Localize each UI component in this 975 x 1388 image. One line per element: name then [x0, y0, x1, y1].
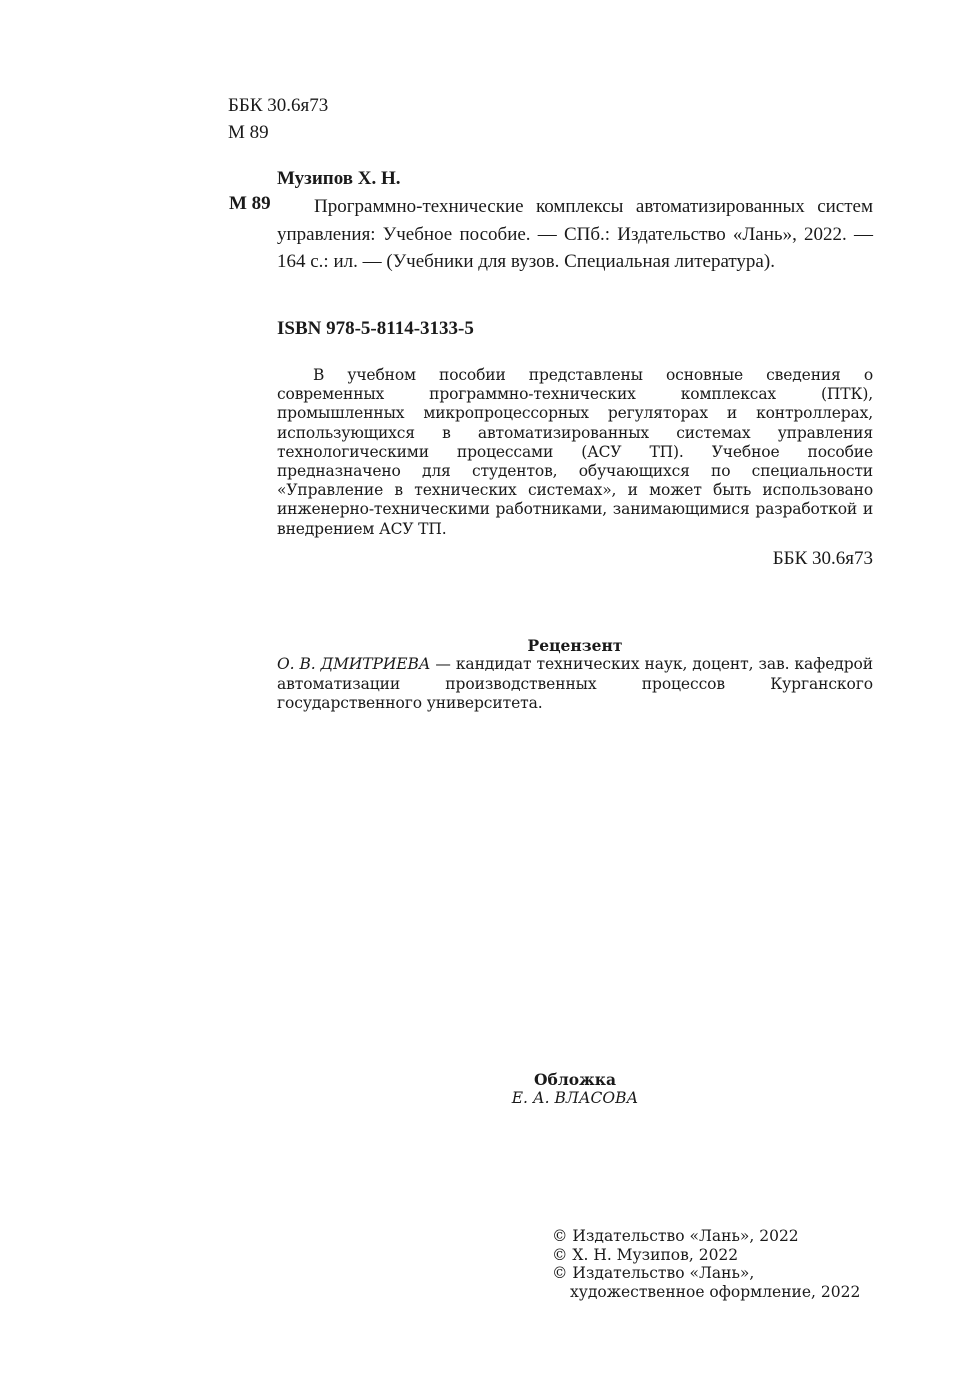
cover-label: Обложка — [534, 1070, 616, 1089]
copyright-line: © Х. Н. Музипов, 2022 — [552, 1245, 739, 1264]
author-mark: М 89 — [228, 122, 269, 143]
bbk-header — [228, 92, 328, 146]
book-mark: М 89 — [229, 193, 271, 214]
bbk-footer: ББК 30.6я73 — [772, 548, 873, 569]
reviewer-info — [277, 655, 873, 714]
book-author: Музипов Х. Н. — [277, 168, 401, 189]
bbk-code: ББК 30.6я73 — [228, 95, 329, 116]
book-description-text: Программно-технические комплексы автоматизированных систем управления: Учебное пособие. — СПб.: Издательство «Лань», 2022. — 164 с.: ил. — (Учебники для вузов. Специальная литература). — [277, 196, 873, 272]
abstract-text: В учебном пособии представлены основные сведения о современных программно-технических комплексах (ПТК), промышленных микропроцессорных регуляторах и контроллерах, использующихся в автоматизированных системах управления технологическими процессами (АСУ ТП). Учебное пособие предназначено для студентов, обучающихся по специальности «Управление в технических системах», и может быть использовано инженерно-техническими работниками, занимающимися разработкой и внедрением АСУ ТП. — [277, 366, 873, 538]
reviewer-heading: Рецензент — [527, 636, 623, 655]
copyright-block — [552, 1227, 860, 1301]
cover-credit — [477, 1071, 673, 1107]
reviewer-name: О. В. ДМИТРИЕВА — [277, 655, 431, 673]
abstract — [277, 366, 873, 539]
cover-designer: Е. А. ВЛАСОВА — [511, 1089, 639, 1107]
copyright-line: © Издательство «Лань», 2022 — [552, 1227, 799, 1245]
book-description — [277, 193, 873, 276]
copyright-line: © Издательство «Лань», — [552, 1264, 755, 1282]
copyright-line: художественное оформление, 2022 — [570, 1282, 861, 1301]
reviewer-details: — кандидат технических наук, доцент, зав. кафедрой автоматизации производственных процессов Курганского государственного университета. — [277, 655, 873, 712]
isbn: ISBN 978-5-8114-3133-5 — [277, 318, 474, 339]
